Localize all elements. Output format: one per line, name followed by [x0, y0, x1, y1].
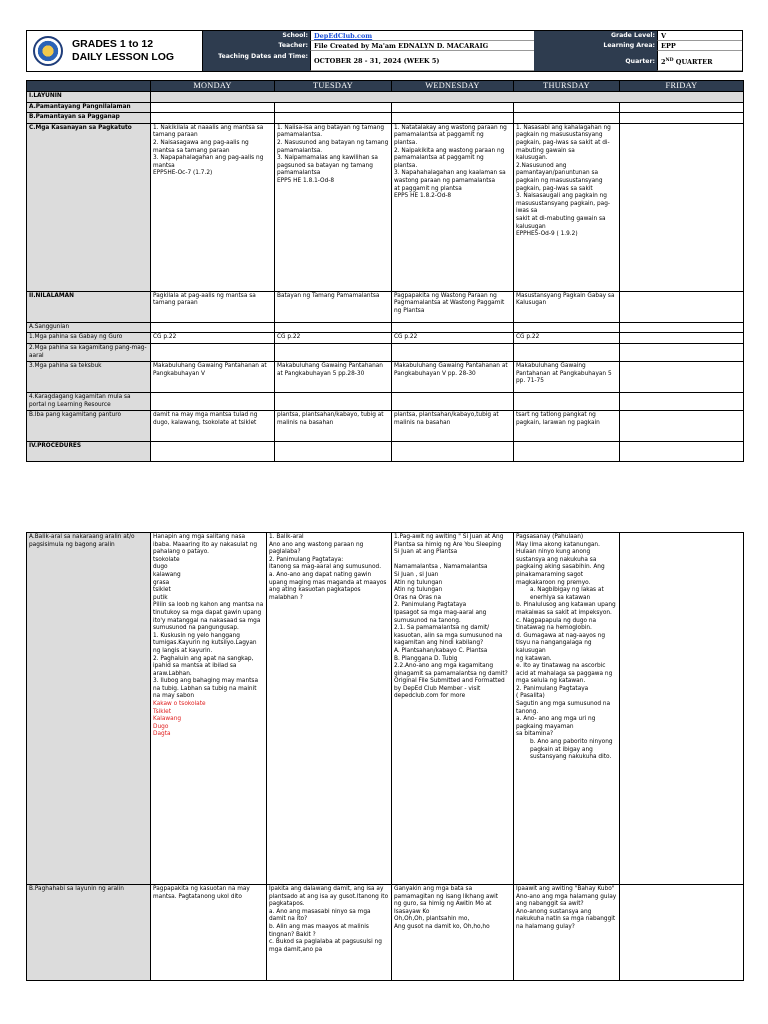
balikaral-tue: 1. Balik-aral Ano ano ang wastong paraan ng paglalaba? 2. Panimulang Pagtataya: Itanong sa mag-aaral ang sumusunod. a. Ano-ano ang dapat nating gawin upang maging mas maganda at maayos ang ating kasuotan pagkatapos malabhan ? [267, 533, 392, 885]
paghahabi-mon: Pagpapakita ng kasuotan na may mantsa. Pagtatanong ukol dito [151, 885, 267, 981]
paghahabi-fri [620, 885, 744, 981]
header-logo-cell [26, 30, 203, 72]
kasanayan-fri [620, 123, 744, 291]
dll-table-2 [26, 532, 744, 981]
row-teksbuk: 3.Mga pahina sa teksbuk Makabuluhang Gawaing Pantahanan at Pangkabuhayan V Makabuluhang Gawaing Pantahanan at Pangkabuhayan 5 pp.28-30 Makabuluhang Gawaing Pantahanan at Pangkabuhayan V pp. 28-30 Makabuluhang Gawaing Pantahanan at Pangkabuhayan 5 pp. 71-75 [27, 362, 744, 393]
grades-title: GRADES 1 to 12 [72, 38, 154, 50]
row-pangnilalaman: A.Pamantayang Pangnilalaman [27, 102, 744, 113]
row-nilalaman: II.NILALAMAN Pagkilala at pag-aalis ng mantsa sa tamang paraan Batayan ng Tamang Pamamalantsa Pagpapakita ng Wastong Paraan ng Pagmamalantsa at Wastong Paggamit ng Plantsa Masustansyang Pagkain Gabay sa Kalusugan [27, 291, 744, 322]
row-kagamitan: 2.Mga pahina sa kagamitang pang-mag-aaral [27, 343, 744, 361]
day-monday: MONDAY [151, 81, 275, 92]
kasanayan-mon: 1. Nakikilala at naaalis ang mantsa sa tamang paraan 2. Naisasagawa ang pag-aalis ng mantsa sa tamang paraan 3. Napapahalagahan ang pag-aalis ng mantsa EPP5HE-Oc-7 (1.7.2) [151, 123, 275, 291]
teacher-label: Teacher: [203, 41, 310, 51]
day-thursday: THURSDAY [514, 81, 620, 92]
school-value [310, 31, 534, 41]
paghahabi-thu: Ipaawit ang awiting "Bahay Kubo" Ano-ano ang mga halamang gulay ang nabanggit sa awit? Ano-anong sustansya ang nakukuha natin sa mga nabanggit na halamang gulay? [514, 885, 620, 981]
balikaral-mon: Hanapin ang mga salitang nasa ibaba. Maaaring ito ay nakasulat ng pahalang o patayo. tsokolate dugo kalawang grasa tsiklet putik Piliin sa loob ng kahon ang mantsa na tinutukoy sa mga dapat gawin upang ito'y matanggal na nakasaad sa mga sumusunod na pangungusap. 1. Kuskusin ng yelo hanggang tumigas.Kayurin ng kutsilyo.Lagyan ng langis at kayurin. 2. Paghaluin ang apat na sangkap, ipahid sa mantsa at ibilad sa araw.Labhan. 3. Ilubog ang bahaging may mantsa na tubig. Labhan sa tubig na mainit na may sabon Kakaw o tsokolate Tsiklet Kalawang Dugo Dagta [151, 533, 267, 885]
row-gabay: 1.Mga pahina sa Gabay ng Guro CG p.22 CG p.22 CG p.22 CG p.22 [27, 333, 744, 344]
learning-area-label: Learning Area: [534, 41, 657, 51]
row-kasanayan: C.Mga Kasanayan sa Pagkatuto 1. Nakikilala at naaalis ang mantsa sa tamang paraan 2. Naisasagawa ang pag-aalis ng mantsa sa tamang paraan 3. Napapahalagahan ang pag-aalis ng mantsa EPP5HE-Oc-7 (1.7.2) 1. Naiisa-isa ang batayan ng tamang pamamalantsa. 2. Nasusunod ang batayan ng tamang pamamalantsa. 3. Naipamamalas ang kawilihan sa pagsunod sa batayan ng tamang pamamalantsa EPP5 HE 1.8.1-Od-8 1. Natatalakay ang wastong paraan ng pamamalantsa at paggamit ng plantsa. 2. Naipakikita ang wastong paraan ng pamamalantsa at paggamit ng plantsa. 3. Napahahalagahan ang kaalaman sa wastong paraan ng pamamalantsa at paggamit ng plantsa EPP5 HE 1.8.2-Od-8 1. Nasasabi ang kahalagahan ng pagkain ng masusustansyang pagkain, pag-iwas sa sakit at di-mabuting gawain sa kalusugan. 2.Nasusunod ang pamantayan/panuntunan sa pagkain ng masusustansyang pagkain, pag-iwas sa sakit 3. Naisasaugali ang pagkain ng masusustansyang pagkain, pag-iwas sa sakit at di-mabuting gawain sa kalusugan EPPHE5-Od-9 ( 1.9.2) [27, 123, 744, 291]
day-friday: FRIDAY [620, 81, 744, 92]
day-wednesday: WEDNESDAY [392, 81, 514, 92]
dll-title: DAILY LESSON LOG [72, 51, 175, 63]
row-iba: B.Iba pang kagamitang panturo damit na may mga mantsa tulad ng dugo, kalawang, tsokolate at tsiklet plantsa, plantsahan/kabayo, tubig at malinis na basahan plantsa, plantsahan/kabayo,tubig at malinis na basahan tsart ng tatlong pangkat ng pagkain, larawan ng pagkain [27, 411, 744, 442]
row-layunin: I.LAYUNIN [27, 92, 744, 103]
kasanayan-thu: 1. Nasasabi ang kahalagahan ng pagkain ng masusustansyang pagkain, pag-iwas sa sakit at di-mabuting gawain sa kalusugan. 2.Nasusunod ang pamantayan/panuntunan sa pagkain ng masusustansyang pagkain, pag-iwas sa sakit 3. Naisasaugali ang pagkain ng masusustansyang pagkain, pag-iwas sa sakit at di-mabuting gawain sa kalusugan EPPHE5-Od-9 ( 1.9.2) [514, 123, 620, 291]
row-paghahabi: B.Paghahabi sa layunin ng aralin Pagpapakita ng kasuotan na may mantsa. Pagtatanong ukol dito Ipakita ang dalawang damit, ang isa ay plantsado at ang isa ay gusot.Itanong ito pagkatapos. a. Ano ang masasabi ninyo sa mga damit na ito? b. Alin ang mas maayos at malinis tingnan? Bakit ? c. Bukod sa paglalaba at pagsusulsi ng mga damit,ano pa Ganyakin ang mga bata sa pamamagitan ng isang likhang awit ng guro, sa himig ng Awitin Mo at Isasayaw Ko Oh,Oh,Oh, plantsahin mo, Ang gusot na damit ko, Oh,ho,ho Ipaawit ang awiting "Bahay Kubo" Ano-ano ang mga halamang gulay ang nabanggit sa awit? Ano-anong sustansya ang nakukuha natin sa mga nabanggit na halamang gulay? [27, 885, 744, 981]
school-link[interactable]: DepEdClub.com [314, 32, 373, 40]
kasanayan-wed: 1. Natatalakay ang wastong paraan ng pamamalantsa at paggamit ng plantsa. 2. Naipakikita ang wastong paraan ng pamamalantsa at paggamit ng plantsa. 3. Napahahalagahan ang kaalaman sa wastong paraan ng pamamalantsa at paggamit ng plantsa EPP5 HE 1.8.2-Od-8 [392, 123, 514, 291]
dll-table-1 [26, 80, 744, 462]
school-label: School: [203, 31, 310, 41]
grade-level-value: V [657, 31, 742, 41]
balikaral-thu: Pagsasanay (Pahulaan) May lima akong katanungan. Hulaan ninyo kung anong sustansya ang nakukuha sa pagkaing aking sasabihin. Ang pinakamaraming sagot magkakaroon ng premyo. a. Nagbibigay ng lakas at enerhiya sa katawan b. Pinalulusog ang katawan upang makaiwas sa sakit at impeksyon. c. Nagpapapula ng dugo na tinatawag na hemoglobin. d. Gumagawa at nag-aayos ng tisyu na nangangalaga ng kalusugan ng katawan. e. Ito ay tinatawag na ascorbic acid at mahalaga sa paggawa ng mga selula ng katawan. 2. Panimulang Pagtataya ( Pasalita) Sagutin ang mga sumusunod na tanong. a. Ano- ano ang mga uri ng pagkaing mayaman sa bitamina? b. Ano ang paborito ninyong pagkain at ibigay ang sustansyang nakukuha dito. [514, 533, 620, 885]
header [26, 30, 743, 72]
grade-level-label: Grade Level: [534, 31, 657, 41]
row-balikaral: A.Balik-aral sa nakaraang aralin at/o pagsisimula ng bagong aralin Hanapin ang mga salitang nasa ibaba. Maaaring ito ay nakasulat ng pahalang o patayo. tsokolate dugo kalawang grasa tsiklet putik Piliin sa loob ng kahon ang mantsa na tinutukoy sa mga dapat gawin upang ito'y matanggal na nakasaad sa mga sumusunod na pangungusap. 1. Kuskusin ng yelo hanggang tumigas.Kayurin ng kutsilyo.Lagyan ng langis at kayurin. 2. Paghaluin ang apat na sangkap, ipahid sa mantsa at ibilad sa araw.Labhan. 3. Ilubog ang bahaging may mantsa na tubig. Labhan sa tubig na mainit na may sabon Kakaw o tsokolate Tsiklet Kalawang Dugo Dagta 1. Balik-aral Ano ano ang wastong paraan ng paglalaba? 2. Panimulang Pagtataya: Itanong sa mag-aaral ang sumusunod. a. Ano-ano ang dapat nating gawin upang maging mas maganda at maayos ang ating kasuotan pagkatapos malabhan ? 1.Pag-awit ng awiting " Si Juan at Ang Plantsa sa himig ng Are You Sleeping Si Juan at ang Plantsa Namamalantsa , Namamalantsa Si Juan , si Juan Atin ng tulungan Atin ng tulungan Oras na Oras na 2. Panimulang Pagtataya Ipasagot sa mga mag-aaral ang sumusunod na tanong. 2.1. Sa pamamalantsa ng damit/ kasuotan, alin sa mga sumusunod na kagamitan ang hindi kabilang? A. Plantsahan/kabayo C. Plantsa B. Planggana D. Tubig 2.2.Ano-ano ang mga kagamitang ginagamit sa pamamalantsa ng damit? Original File Submitted and Formatted by DepEd Club Member - visit depedclub.com for more Pagsasanay (Pahulaan) May lima akong katanungan. Hulaan ninyo kung anong sustansya ang nakukuha sa pagkaing aking sasabihin. Ang pinakamaraming sagot magkakaroon ng premyo. a. Nagbibigay ng lakas at enerhiya sa katawan b. Pinalulusog ang katawan upang makaiwas sa sakit at impeksyon. c. Nagpapapula ng dugo na tinatawag na hemoglobin. d. Gumagawa at nag-aayos ng tisyu na nangangalaga ng kalusugan ng katawan. e. Ito ay tinatawag na ascorbic acid at mahalaga sa paggawa ng mga selula ng katawan. 2. Panimulang Pagtataya ( Pasalita) Sagutin ang mga sumusunod na tanong. a. Ano- ano ang mga uri ng pagkaing mayaman sa bitamina? b. Ano ang paborito ninyong pagkain at ibigay ang sustansyang nakukuha dito. [27, 533, 744, 885]
day-tuesday: TUESDAY [275, 81, 392, 92]
row-pagganap: B.Pamantayan sa Pagganap [27, 113, 744, 124]
day-header-row [27, 81, 744, 92]
kasanayan-tue: 1. Naiisa-isa ang batayan ng tamang pamamalantsa. 2. Nasusunod ang batayan ng tamang pamamalantsa. 3. Naipamamalas ang kawilihan sa pagsunod sa batayan ng tamang pamamalantsa EPP5 HE 1.8.1-Od-8 [275, 123, 392, 291]
dll-page-1 [26, 30, 743, 462]
paghahabi-tue: Ipakita ang dalawang damit, ang isa ay plantsado at ang isa ay gusot.Itanong ito pagkatapos. a. Ano ang masasabi ninyo sa mga damit na ito? b. Alin ang mas maayos at malinis tingnan? Bakit ? c. Bukod sa paglalaba at pagsusulsi ng mga damit,ano pa [267, 885, 392, 981]
row-procedures: IV.PROCEDURES [27, 442, 744, 462]
balikaral-wed: 1.Pag-awit ng awiting " Si Juan at Ang Plantsa sa himig ng Are You Sleeping Si Juan at ang Plantsa Namamalantsa , Namamalantsa Si Juan , si Juan Atin ng tulungan Atin ng tulungan Oras na Oras na 2. Panimulang Pagtataya Ipasagot sa mga mag-aaral ang sumusunod na tanong. 2.1. Sa pamamalantsa ng damit/ kasuotan, alin sa mga sumusunod na kagamitan ang hindi kabilang? A. Plantsahan/kabayo C. Plantsa B. Planggana D. Tubig 2.2.Ano-ano ang mga kagamitang ginagamit sa pamamalantsa ng damit? Original File Submitted and Formatted by DepEd Club Member - visit depedclub.com for more [392, 533, 514, 885]
dates-label: Teaching Dates and Time: [203, 51, 310, 71]
header-info-grid [203, 30, 743, 72]
teacher-value: File Created by Ma'am EDNALYN D. MACARAIG [310, 41, 534, 51]
deped-seal-icon [33, 36, 63, 66]
paghahabi-wed: Ganyakin ang mga bata sa pamamagitan ng isang likhang awit ng guro, sa himig ng Awitin Mo at Isasayaw Ko Oh,Oh,Oh, plantsahin mo, Ang gusot na damit ko, Oh,ho,ho [392, 885, 514, 981]
dates-value: OCTOBER 28 - 31, 2024 (WEEK 5) [310, 51, 534, 71]
dll-page-2 [26, 532, 743, 981]
quarter-label: Quarter: [534, 51, 657, 71]
learning-area-value: EPP [657, 41, 742, 51]
row-karagdagang: 4.Karagdagang kagamitan mula sa portal ng Learning Resource [27, 393, 744, 411]
balikaral-fri [620, 533, 744, 885]
quarter-value: 2ND QUARTER [657, 51, 742, 71]
row-sanggunian: A.Sanggunian [27, 322, 744, 333]
